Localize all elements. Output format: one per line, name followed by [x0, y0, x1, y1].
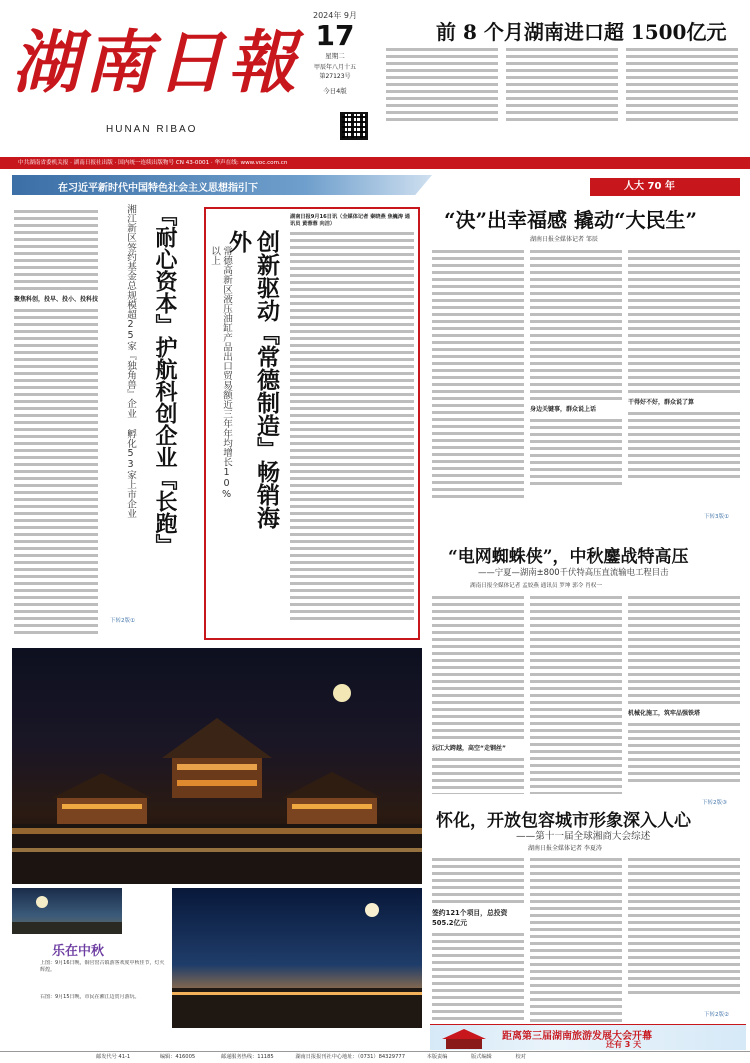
conf-subhead-1: 签约121个项目，总投资505.2亿元 — [432, 909, 508, 927]
lead-deck: 湘江新区签约基金总规模超25家『独角兽』企业 孵化53家上市企业 — [125, 204, 136, 519]
npc-headline: “决”出幸福感 撬动“大民生” — [444, 208, 697, 232]
page-count: 今日4版 — [323, 87, 347, 95]
spider-byline: 湖南日报全媒体记者 孟姣燕 通讯员 罗坤 郭令 肖权一 — [470, 583, 602, 589]
spider-subhead-2: 机械化施工，筑牢品强铁塔 — [628, 710, 701, 717]
banner-text: 距离第三届湖南旅游发展大会开幕 — [502, 1031, 652, 1042]
moon-photo-2-drawing — [172, 888, 422, 1028]
npc-text-col2 — [530, 250, 622, 512]
date-lunar: 甲辰年八月十五 — [313, 64, 356, 71]
spider-subhead-1: 沅江大跨越，高空“走钢丝” — [432, 745, 506, 752]
column-bar-label: 在习近平新时代中国特色社会主义思想指引下 — [58, 183, 258, 194]
masthead-strip: 中共湖南省委机关报 · 湖南日报社出版 · 国内统一连续出版物号 CN 43-0001 · 华声在线: www.voc.com.cn — [0, 157, 750, 169]
moon-photo-2 — [172, 888, 422, 1028]
top-story-text — [386, 48, 742, 152]
boxed-headline: 创新驱动『常德制造』畅销海外 — [225, 230, 280, 529]
qr-code — [340, 112, 368, 140]
npc-text-col1 — [432, 250, 524, 512]
lead-headline: 『耐心资本』护航科创企业『长跑』 — [152, 204, 178, 556]
footer-item: 校对 — [515, 1054, 526, 1060]
footer-item: 版式编辑 — [471, 1054, 492, 1060]
photo-caption-2: 右图：9月15日晚，市民在湘江边赏月游玩。 — [40, 994, 140, 1000]
conf-byline: 湖南日报全媒体记者 李夏涛 — [528, 845, 602, 852]
conf-more-link[interactable]: 下转2版② — [704, 1012, 729, 1018]
boxed-text — [290, 232, 414, 632]
date-weekday: 星期二 — [325, 52, 345, 60]
lead-text — [104, 206, 120, 626]
footer-item: 邮发代号 41-1 — [96, 1054, 131, 1060]
date-block — [300, 10, 370, 95]
conf-headline: 怀化，开放包容城市形象深入人心 — [436, 811, 691, 831]
spider-text-col3 — [628, 596, 740, 794]
boxed-byline: 湖南日报9月16日讯（全媒体记者 秦晓燕 焦巍涛 通讯员 黄蓉蓉 向洁） — [290, 214, 410, 227]
date-ym: 2024年 9月 — [313, 11, 357, 20]
boxed-deck: 常德高新区液压油缸产品出口贸易额近三年年均增长10%以上 — [209, 246, 232, 500]
banner-count: 还有 3 天 — [606, 1040, 642, 1049]
date-day: 17 — [315, 19, 355, 52]
conf-text-col2 — [530, 858, 622, 1024]
footer-bar — [0, 1051, 750, 1063]
npc-byline: 湖南日报全媒体记者 邹辰 — [530, 236, 598, 243]
npc-text-col3 — [628, 250, 740, 512]
footer-item: 编辑：416005 — [159, 1054, 196, 1060]
tourism-banner — [430, 1024, 746, 1050]
night-photo-drawing — [12, 648, 422, 884]
left-col-subhead: 聚焦科创，投早、投小、投科技 — [14, 296, 98, 303]
spider-text-col2 — [530, 596, 622, 794]
npc-more-link[interactable]: 下转3版① — [704, 514, 729, 520]
left-col-text — [14, 210, 98, 640]
footer-item: 邮递服务热线：11185 — [220, 1054, 274, 1060]
footer-item: 本版责编 — [426, 1054, 448, 1060]
photo-caption-1: 上图：9月16日晚，铜官窑古镇游客欢度中秋佳节，灯火辉煌。 — [40, 960, 165, 974]
conf-text-col1 — [432, 858, 524, 1024]
npc-tag: 人大 70 年 — [590, 178, 740, 196]
top-headline: 前 8 个月湖南进口超 1500亿元 — [436, 20, 727, 44]
spider-subhead: ——宁夏—湖南±800千伏特高压直流输电工程目击 — [478, 567, 669, 577]
npc-subhead-2: 干得好不好，群众说了算 — [628, 399, 695, 406]
night-photo — [12, 648, 422, 884]
spider-more-link[interactable]: 下转2版③ — [702, 800, 727, 806]
npc-subhead-1: 身边关键事，群众说上话 — [530, 406, 597, 413]
left-col-more-link[interactable]: 下转2版① — [110, 618, 135, 624]
issue-no: 第27123号 — [319, 73, 351, 80]
moon-photo — [12, 888, 122, 934]
banner-building-icon — [434, 1025, 494, 1051]
conf-subhead: ——第十一届全球湘商大会综述 — [516, 831, 651, 842]
masthead-logo: 湖南日報 — [12, 23, 301, 103]
photo-title: 乐在中秋 — [52, 944, 105, 959]
conf-text-col3 — [628, 858, 740, 1024]
masthead-pinyin: HUNAN RIBAO — [106, 124, 198, 135]
spider-headline: “电网蜘蛛侠”，中秋鏖战特高压 — [448, 547, 689, 567]
spider-text-col1 — [432, 596, 524, 794]
moon-photo-drawing — [12, 888, 122, 934]
footer-item: 湖南日报报刊社中心地址：（0731）84329777 — [295, 1054, 405, 1060]
